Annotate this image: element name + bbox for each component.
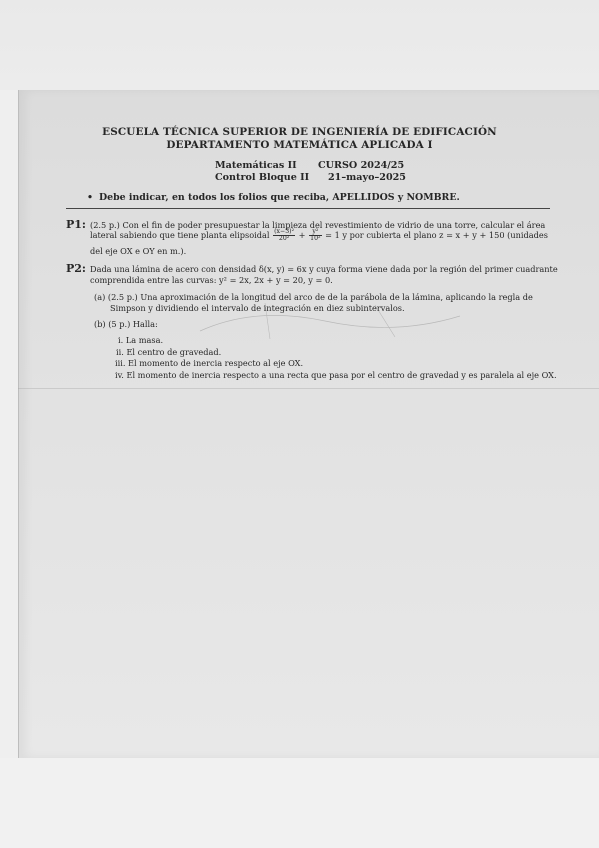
problem-1-line-2-pre: lateral sabiendo que tiene planta elipsoidal: [90, 229, 270, 240]
course: CURSO 2024/25: [318, 160, 405, 171]
problem-1-line-2: lateral sabiendo que tiene planta elipsoidal $\frac{\text{(x−3)²}}{\text{20²}}$ + $\frac{\text{y²}}{\text{10²}}$ = 1 y por cubierta el plano z = x + y + 150 (unidades: [90, 228, 548, 243]
scan-background-bottom: [0, 758, 599, 848]
exam-title: Control Bloque II: [215, 172, 310, 183]
problem-2b-line: (b) (5 p.) Halla:: [94, 319, 158, 329]
school-name: ESCUELA TÉCNICA SUPERIOR DE INGENIERÍA DE EDIFICACIÓN: [102, 126, 497, 138]
notice-bullet: •: [87, 192, 93, 203]
problem-2-label: P2:: [66, 262, 86, 275]
notice-text: Debe indicar, en todos los folios que reciba, APELLIDOS y NOMBRE.: [99, 192, 460, 203]
problem-2b-item-4: iv. El momento de inercia respecto a una recta que pasa por el centro de gravedad y es paralela al eje OX.: [115, 370, 557, 380]
ellipse-fraction-y: $\frac{\text{y²}}{\text{10²}}$: [310, 228, 321, 243]
problem-1-label: P1:: [66, 218, 86, 231]
problem-2b-item-2: ii. El centro de gravedad.: [116, 347, 222, 357]
exam-paper: [18, 90, 599, 758]
problem-2b-item-3: iii. El momento de inercia respecto al eje OX.: [115, 358, 304, 368]
faint-sketch-marks: [195, 301, 465, 341]
problem-2a-line-1: (a) (2.5 p.) Una aproximación de la longitud del arco de de la parábola de la lámina, aplicando la regla de: [94, 292, 533, 302]
problem-1-line-1: (2.5 p.) Con el fin de poder presupuestar la limpieza del revestimiento de vidrio de una torre, calcular el área: [90, 220, 546, 230]
header-divider: [66, 208, 550, 209]
department-name: DEPARTAMENTO MATEMÁTICA APLICADA I: [166, 139, 433, 151]
problem-2-line-1: Dada una lámina de acero con densidad δ(x, y) = 6x y cuya forma viene dada por la región del primer cuadrante: [90, 264, 558, 274]
problem-2-line-2: comprendida entre las curvas: y² = 2x, 2x + y = 20, y = 0.: [90, 275, 333, 285]
problem-1-line-2-post: = 1 y por cubierta el plano z = x + y + 150 (unidades: [325, 229, 548, 240]
paper-fold: [18, 388, 599, 389]
problem-2b-item-1: i. La masa.: [118, 335, 164, 345]
subject: Matemáticas II: [215, 160, 297, 171]
problem-2a-line-2: Simpson y dividiendo el intervalo de integración en diez subintervalos.: [110, 303, 405, 313]
scan-background-top: [0, 0, 599, 90]
ellipse-fraction-x: $\frac{\text{(x−3)²}}{\text{20²}}$: [274, 228, 295, 243]
problem-1-line-3: del eje OX e OY en m.).: [90, 246, 187, 256]
exam-date: 21–mayo–2025: [328, 172, 406, 183]
